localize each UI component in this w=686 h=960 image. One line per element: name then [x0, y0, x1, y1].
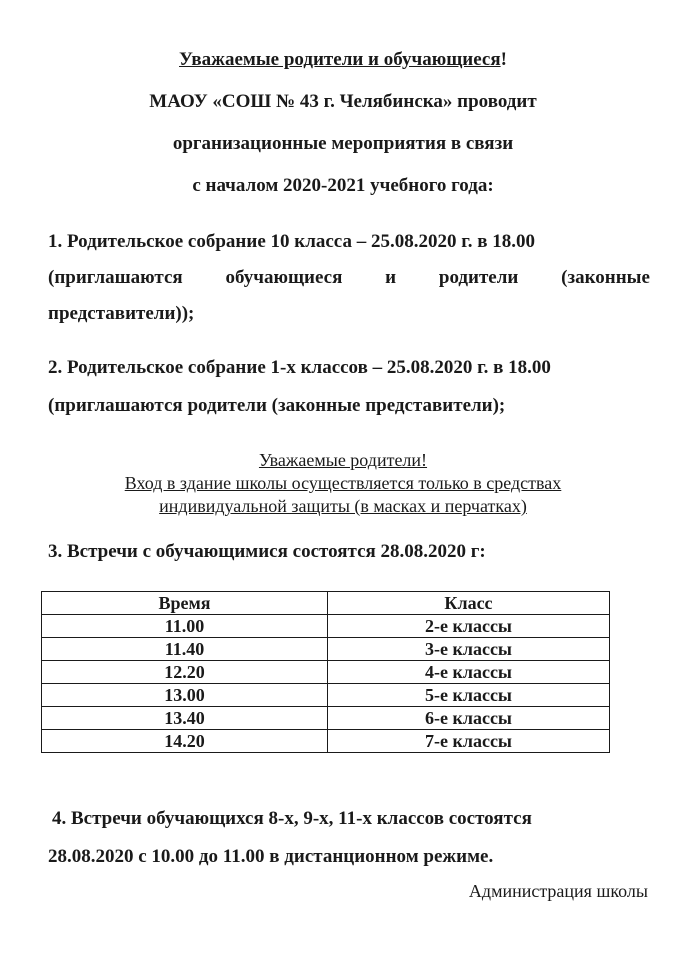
class-cell: 7-е классы — [328, 730, 610, 753]
class-cell: 3-е классы — [328, 638, 610, 661]
signature: Администрация школы — [468, 881, 648, 901]
greeting-heading — [0, 49, 686, 71]
table-row — [42, 730, 610, 753]
time-cell: 11.40 — [42, 638, 328, 661]
notice-title: Уважаемые родители! — [258, 450, 428, 470]
item1-word: родители — [438, 267, 519, 288]
table-row — [42, 661, 610, 684]
greeting-exclamation: ! — [500, 49, 507, 70]
item1-line1: 1. Родительское собрание 10 класса – 25.08.2020 г. в 18.00 — [48, 231, 535, 252]
events-line: организационные мероприятия в связи — [172, 133, 514, 154]
class-cell: 4-е классы — [328, 661, 610, 684]
time-column-header: Время — [42, 592, 328, 615]
time-cell: 13.40 — [42, 707, 328, 730]
time-cell: 11.00 — [42, 615, 328, 638]
time-cell: 14.20 — [42, 730, 328, 753]
class-cell: 5-е классы — [328, 684, 610, 707]
class-column-header: Класс — [328, 592, 610, 615]
notice-line2: Вход в здание школы осуществляется только в средствах — [124, 473, 562, 493]
table-row — [42, 615, 610, 638]
class-cell: 6-е классы — [328, 707, 610, 730]
table-row — [42, 707, 610, 730]
notice-line3: индивидуальной защиты (в масках и перчатках) — [159, 496, 527, 516]
item1-line2 — [48, 267, 650, 289]
time-cell: 12.20 — [42, 661, 328, 684]
item1-line3: представители)); — [48, 303, 195, 324]
item1-word: (законные — [561, 267, 650, 288]
time-cell: 13.00 — [42, 684, 328, 707]
table-row — [42, 684, 610, 707]
table-row — [42, 638, 610, 661]
item3-heading: 3. Встречи с обучающимися состоятся 28.08.2020 г: — [48, 541, 486, 562]
greeting-text: Уважаемые родители и обучающиеся — [179, 49, 501, 70]
class-cell: 2-е классы — [328, 615, 610, 638]
item2-line2: (приглашаются родители (законные представители); — [48, 395, 506, 416]
item1-word: обучающиеся — [225, 267, 343, 288]
item1-word: (приглашаются — [48, 267, 183, 288]
item4-line1: 4. Встречи обучающихся 8-х, 9-х, 11-х классов состоятся — [52, 808, 532, 829]
school-line: МАОУ «СОШ № 43 г. Челябинска» проводит — [149, 91, 537, 112]
school-year-line: с началом 2020-2021 учебного года: — [192, 175, 494, 196]
item2-line1: 2. Родительское собрание 1-х классов – 25.08.2020 г. в 18.00 — [48, 357, 551, 378]
item1-word: и — [385, 267, 397, 288]
item4-line2: 28.08.2020 с 10.00 до 11.00 в дистанционном режиме. — [48, 846, 494, 867]
schedule-header-row — [42, 592, 610, 615]
schedule-table — [41, 591, 610, 753]
